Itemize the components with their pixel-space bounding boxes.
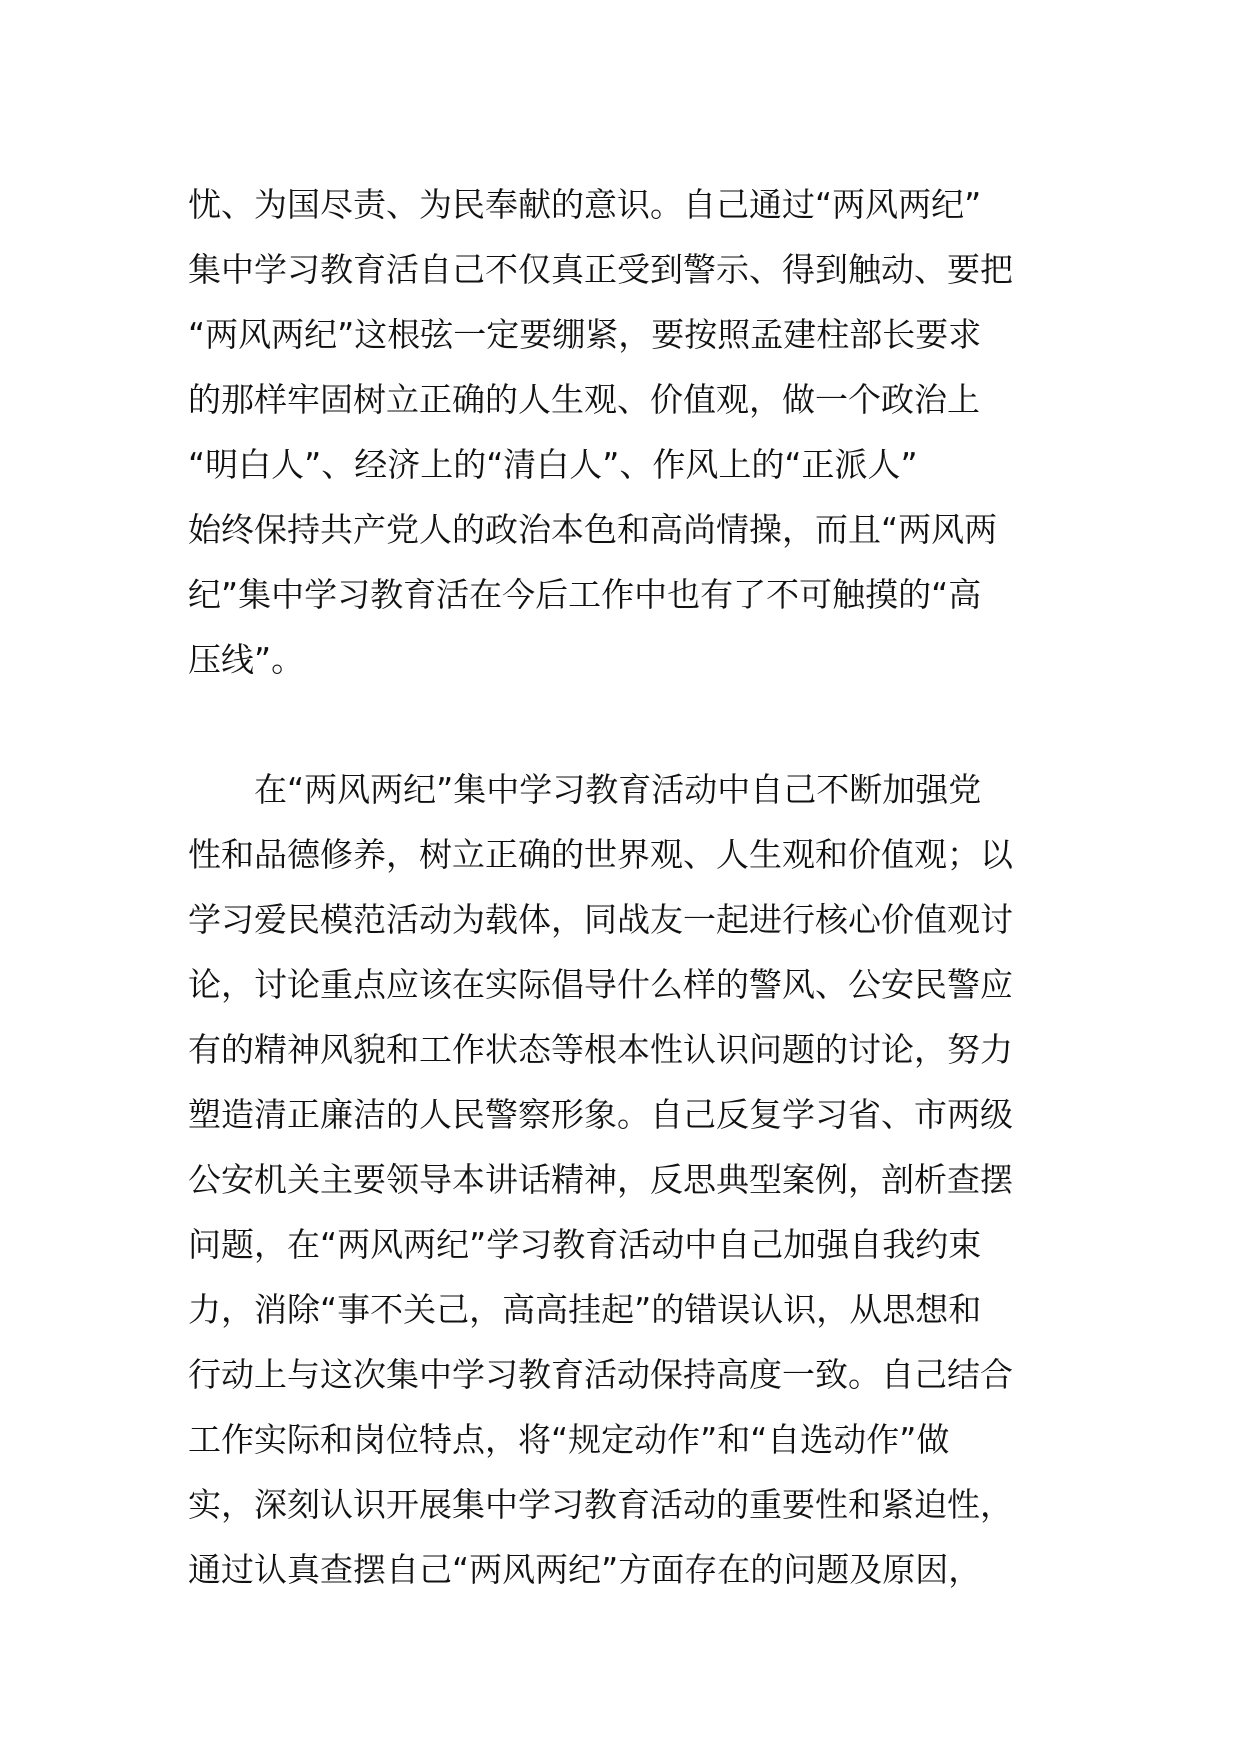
paragraph-line: 公安机关主要领导本讲话精神，反思典型案例，剖析查摆 bbox=[188, 1160, 1013, 1199]
paragraph-line: 通过认真查摆自己“两风两纪”方面存在的问题及原因， bbox=[188, 1550, 982, 1589]
paragraph-line: 力，消除“事不关己，高高挂起”的错误认识，从思想和 bbox=[188, 1290, 982, 1329]
document-page bbox=[188, 172, 1058, 1602]
paragraph-line: “两风两纪”这根弦一定要绷紧，要按照孟建柱部长要求 bbox=[188, 315, 982, 354]
paragraph-line: “明白人”、经济上的“清白人”、作风上的“正派人” bbox=[188, 445, 918, 484]
paragraph-line: 集中学习教育活自己不仅真正受到警示、得到触动、要把 bbox=[188, 250, 1013, 289]
paragraph-line: 行动上与这次集中学习教育活动保持高度一致。自己结合 bbox=[188, 1355, 1013, 1394]
paragraph-line: 论，讨论重点应该在实际倡导什么样的警风、公安民警应 bbox=[188, 965, 1013, 1004]
paragraph-line: 忧、为国尽责、为民奉献的意识。自己通过“两风两纪” bbox=[188, 185, 982, 224]
paragraph-line: 塑造清正廉洁的人民警察形象。自己反复学习省、市两级 bbox=[188, 1095, 1013, 1134]
paragraph-line: 工作实际和岗位特点，将“规定动作”和“自选动作”做 bbox=[188, 1420, 950, 1459]
paragraph-line: 压线”。 bbox=[188, 640, 305, 679]
paragraph-line: 始终保持共产党人的政治本色和高尚情操，而且“两风两 bbox=[188, 510, 998, 549]
paragraph-line: 问题，在“两风两纪”学习教育活动中自己加强自我约束 bbox=[188, 1225, 982, 1264]
paragraph-gap bbox=[188, 692, 1058, 757]
paragraph-2 bbox=[188, 757, 1058, 1602]
paragraph-line: 的那样牢固树立正确的人生观、价值观，做一个政治上 bbox=[188, 380, 980, 419]
paragraph-line: 纪”集中学习教育活在今后工作中也有了不可触摸的“高 bbox=[188, 575, 982, 614]
paragraph-line: 有的精神风貌和工作状态等根本性认识问题的讨论，努力 bbox=[188, 1030, 1013, 1069]
paragraph-line: 在“两风两纪”集中学习教育活动中自己不断加强党 bbox=[188, 770, 982, 809]
paragraph-1 bbox=[188, 172, 1058, 692]
paragraph-line: 学习爱民模范活动为载体，同战友一起进行核心价值观讨 bbox=[188, 900, 1013, 939]
paragraph-line: 实，深刻认识开展集中学习教育活动的重要性和紧迫性， bbox=[188, 1485, 1013, 1524]
paragraph-line: 性和品德修养，树立正确的世界观、人生观和价值观；以 bbox=[188, 835, 1013, 874]
